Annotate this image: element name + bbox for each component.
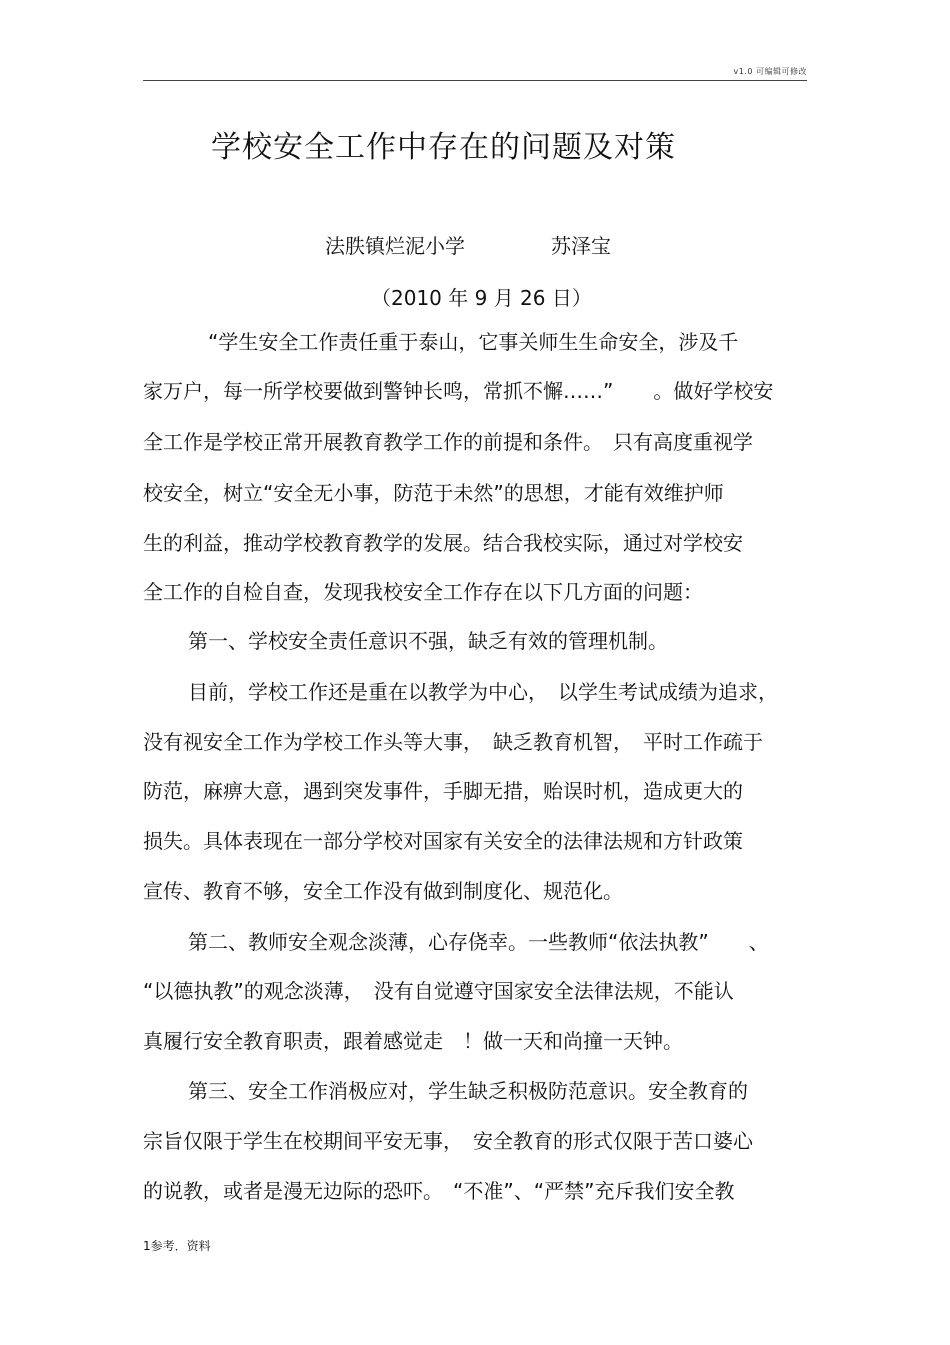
section-heading-1: 第一、学校安全责任意识不强，缺乏有效的管理机制。 <box>188 629 668 653</box>
body-line: “以德执教”的观念淡薄， 没有自觉遵守国家安全法律法规，不能认 <box>143 979 734 1003</box>
body-line: 全工作的自检自查，发现我校安全工作存在以下几方面的问题： <box>143 580 703 604</box>
byline <box>325 230 611 259</box>
body-line: 没有视安全工作为学校工作头等大事， 缺乏教育机智， 平时工作疏于 <box>143 730 763 754</box>
document-date: （2010 年 9 月 26 日） <box>371 286 592 310</box>
document-title: 学校安全工作中存在的问题及对策 <box>211 130 676 165</box>
header-version-note: v1.0 可编辑可修改 <box>733 67 807 76</box>
header-rule <box>143 80 807 81</box>
section-heading-2: 第二、教师安全观念淡薄，心存侥幸。一些教师“依法执教” 、 <box>188 930 769 954</box>
author-name: 苏泽宝 <box>551 234 611 258</box>
body-line: 的说教，或者是漫无边际的恐吓。 “不准”、“严禁”充斥我们安全教 <box>143 1179 735 1203</box>
body-line: 全工作是学校正常开展教育教学工作的前提和条件。 只有高度重视学 <box>143 430 753 454</box>
footer-page-label: 1参考．资料 <box>143 1239 211 1253</box>
body-line: 校安全，树立“安全无小事，防范于未然”的思想，才能有效维护师 <box>143 481 724 505</box>
body-line: 真履行安全教育职责，跟着感觉走 ！做一天和尚撞一天钟。 <box>143 1029 683 1053</box>
body-line: 防范，麻痹大意，遇到突发事件，手脚无措，贻误时机，造成更大的 <box>143 779 743 803</box>
body-line: 宗旨仅限于学生在校期间平安无事， 安全教育的形式仅限于苦口婆心 <box>143 1129 753 1153</box>
section-heading-3: 第三、安全工作消极应对，学生缺乏积极防范意识。安全教育的 <box>188 1079 748 1103</box>
body-line: 损失。具体表现在一部分学校对国家有关安全的法律法规和方针政策 <box>143 829 743 853</box>
school-name: 法胅镇烂泥小学 <box>325 234 465 258</box>
body-line: 宣传、教育不够，安全工作没有做到制度化、规范化。 <box>143 879 623 903</box>
body-line: 家万户，每一所学校要做到警钟长鸣，常抓不懈……” 。做好学校安 <box>143 379 774 403</box>
body-line: 目前，学校工作还是重在以教学为中心， 以学生考试成绩为追求， <box>188 680 778 704</box>
body-line: “学生安全工作责任重于泰山，它事关师生生命安全，涉及千 <box>208 330 739 354</box>
body-line: 生的利益，推动学校教育教学的发展。结合我校实际，通过对学校安 <box>143 531 743 555</box>
